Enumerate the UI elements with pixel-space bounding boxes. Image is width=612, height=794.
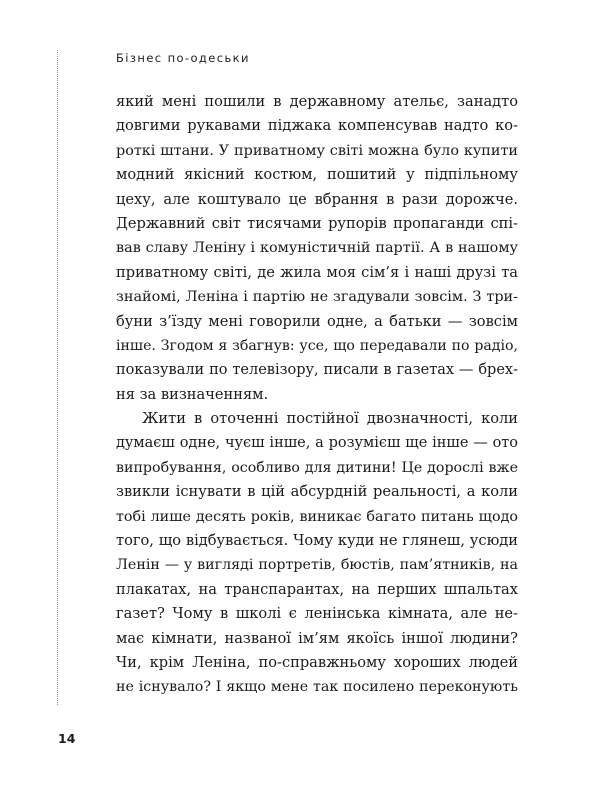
text-line: Жити в оточенні постійної двозначності, коли xyxy=(142,410,518,428)
text-line: газет? Чому в школі є ленінська кімната, але не- xyxy=(116,605,518,623)
body-text xyxy=(116,90,518,700)
paragraph-1 xyxy=(116,90,518,407)
text-line: показували по телевізору, писали в газетах — брех- xyxy=(116,362,518,379)
paragraph-2 xyxy=(116,407,518,700)
text-line: ня за визначенням. xyxy=(116,385,269,403)
text-line: звикли існувати в цій абсурдній реальності, а коли xyxy=(116,483,518,501)
text-line: тобі лише десять років, виникає багато питань щодо xyxy=(116,508,518,525)
text-line: який мені пошили в державному ательє, занадто xyxy=(116,93,518,110)
text-line: знайомі, Леніна і партію не згадували зовсім. З три- xyxy=(116,289,518,306)
text-line: Чи, крім Леніна, по-справжньому хороших людей xyxy=(116,653,518,671)
margin-dotted-rule xyxy=(57,50,58,705)
text-line: цеху, але коштувало це вбрання в рази дорожче. xyxy=(116,190,518,208)
text-line: Державний світ тисячами рупорів пропаганди спі- xyxy=(116,214,518,232)
running-head: Бізнес по-одеськи xyxy=(116,51,250,65)
text-line: роткі штани. У приватному світі можна було купити xyxy=(116,142,518,159)
text-line: вав славу Леніну і комуністичній партії. А в нашому xyxy=(116,240,518,257)
text-line: думаєш одне, чуєш інше, а розумієш ще інше — ото xyxy=(116,435,518,452)
text-line: не існувало? І якщо мене так посилено переконують xyxy=(116,679,518,696)
text-line: довгими рукавами піджака компенсував надто ко- xyxy=(116,117,518,135)
page-number: 14 xyxy=(58,731,76,746)
text-line: того, що відбувається. Чому куди не глянеш, усюди xyxy=(116,532,518,550)
text-line: інше. Згодом я збагнув: усе, що передавали по радіо, xyxy=(116,337,518,354)
text-line: буни з’їзду мені говорили одне, а батьки — зовсім xyxy=(116,312,518,330)
text-line: модний якісний костюм, пошитий у підпільному xyxy=(116,166,518,184)
text-line: має кімнати, названої ім’ям якоїсь іншої людини? xyxy=(116,629,518,647)
text-line: приватному світі, де жила моя сім’я і наші друзі та xyxy=(116,263,518,281)
text-line: Ленін — у вигляді портретів, бюстів, пам’ятників, на xyxy=(116,557,518,574)
text-line: плакатах, на транспарантах, на перших шпальтах xyxy=(116,580,518,598)
text-line: випробування, особливо для дитини! Це дорослі вже xyxy=(116,459,518,476)
